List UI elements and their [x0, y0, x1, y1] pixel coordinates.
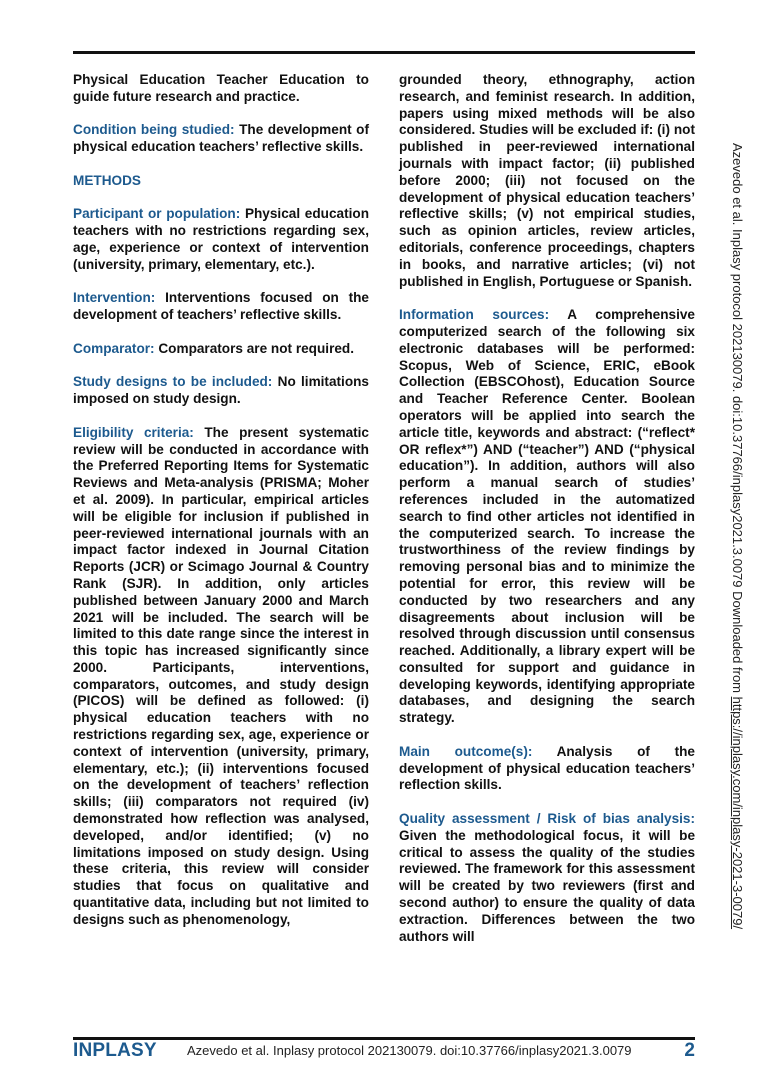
- intro-paragraph: [73, 72, 369, 106]
- download-link[interactable]: https://inplasy.com/inplasy-2021-3-0079/: [730, 696, 745, 930]
- eligibility-text: The present systematic review will be conducted in accordance with the Preferred Reporting Items for Systematic Reviews and Meta-analysis (PRISMA; Moher et al. 2009). In particular, empirical articles will be eligible for inclusion if published in peer-reviewed international journals with an impact factor indexed in Journal Citation Reports (JCR) or Scimago Journal & Country Rank (SJR). In addition, only articles published between January 2000 and March 2021 will be included. The search will be limited to this date range since the interest in this topic has increased significantly since 2000. Participants, interventions, comparators, outcomes, and study design (PICOS) will be defined as followed: (i) physical education teachers with no restrictions regarding sex, age, experience or context of intervention (university, primary, elementary, etc.); (ii) interventions focused on the development of teachers’ reflection skills; (iii) comparators not required (iv) demonstrated how reflection was analysed, developed, and/or identified; (v) no limitations imposed on study design. Using these criteria, this review will consider studies that focus on qualitative and quantitative data, including but not limited to designs such as phenomenology,: [73, 424, 369, 927]
- page-footer: [73, 1040, 695, 1070]
- top-rule: [73, 51, 695, 54]
- eligibility-continued-text: grounded theory, ethnography, action research, and feminist research. In addition, papers using mixed methods will be also considered. Studies will be excluded if: (i) not published in peer-reviewed international journals with impact factor; (ii) published before 2000; (iii) not focused on the development of physical education teachers’ reflective skills; (v) not empirical studies, such as opinion articles, review articles, editorials, conference proceedings, chapters in books, and narrative articles; (vi) not published in English, Portuguese or Spanish.: [399, 72, 695, 289]
- side-note-text: Azevedo et al. Inplasy protocol 202130079. doi:10.37766/inplasy2021.3.0079 Downloaded from: [730, 143, 745, 697]
- intervention-text: Interventions focused on the development of teachers’ reflective skills.: [73, 290, 369, 323]
- comparator-label: Comparator:: [73, 340, 155, 356]
- study-designs-section: [73, 374, 369, 408]
- information-sources-label: Information sources:: [399, 307, 550, 323]
- participant-text: Physical education teachers with no restrictions regarding sex, age, experience or context of intervention (university, primary, elementary, etc.).: [73, 206, 369, 272]
- eligibility-section: [73, 425, 369, 929]
- comparator-text: Comparators are not required.: [158, 340, 355, 356]
- information-sources-section: [399, 307, 695, 727]
- eligibility-continued: [399, 72, 695, 290]
- quality-assessment-section: [399, 811, 695, 945]
- main-outcomes-label: Main outcome(s):: [399, 743, 533, 759]
- quality-assessment-text: Given the methodological focus, it will be critical to assess the quality of the studies reviewed. The framework for this assessment will be created by two reviewers (first and second author) to ensure the quality of data extraction. Differences between the two authors will: [399, 827, 695, 944]
- study-designs-text: No limitations imposed on study design.: [73, 374, 369, 407]
- journal-brand: INPLASY: [73, 1040, 157, 1061]
- intervention-section: [73, 290, 369, 324]
- page-number: 2: [684, 1040, 695, 1061]
- information-sources-text: A comprehensive computerized search of the following six electronic databases will be performed: Scopus, Web of Science, ERIC, eBook Collection (EBSCOhost), Education Source and Teacher Reference Center. Boolean operators will be applied into search the article title, keywords and abstract: (“reflect* OR reflex*”) AND (“teacher”) AND (“physical education”). In addition, authors will also perform a manual search of studies’ references included in the automatized search to find other articles not identified in the computerized search. To increase the trustworthiness of the review findings by removing personal bias and to minimize the potential for error, this review will be conducted by two researchers and any disagreements about inclusion will be resolved through discussion until consensus reached. Additionally, a library expert will be consulted for support and guidance in developing keywords, identifying appropriate databases, and designing the search strategy.: [399, 307, 695, 726]
- eligibility-label: Eligibility criteria:: [73, 424, 194, 440]
- comparator-section: [73, 341, 369, 358]
- quality-assessment-label: Quality assessment / Risk of bias analysis:: [399, 811, 695, 827]
- intervention-label: Intervention:: [73, 290, 156, 306]
- main-outcomes-text: Analysis of the development of physical education teachers’ reflection skills.: [399, 743, 695, 793]
- methods-heading: METHODS: [73, 172, 141, 188]
- footer-citation: Azevedo et al. Inplasy protocol 202130079. doi:10.37766/inplasy2021.3.0079: [187, 1043, 632, 1058]
- left-column: [73, 72, 369, 945]
- condition-text: The development of physical education teachers’ reflective skills.: [73, 122, 369, 155]
- right-column: [399, 72, 695, 962]
- participant-section: [73, 206, 369, 273]
- side-download-note: [730, 143, 745, 929]
- study-designs-label: Study designs to be included:: [73, 374, 273, 390]
- condition-label: Condition being studied:: [73, 122, 235, 138]
- condition-section: [73, 122, 369, 156]
- intro-text: Physical Education Teacher Education to guide future research and practice.: [73, 72, 369, 104]
- participant-label: Participant or population:: [73, 206, 241, 222]
- main-outcomes-section: [399, 744, 695, 794]
